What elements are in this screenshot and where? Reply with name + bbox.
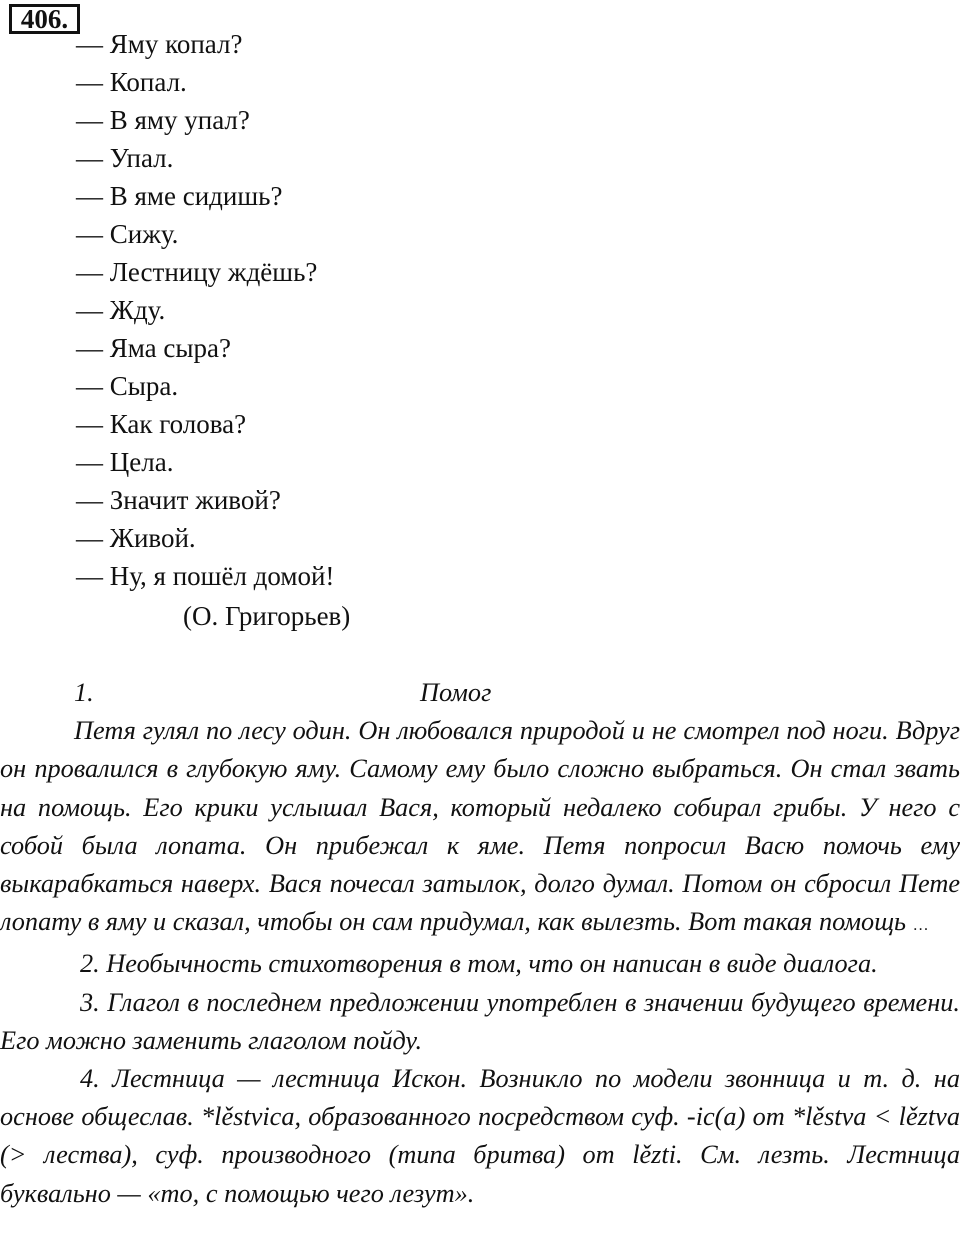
- story-text: Петя гулял по лесу один. Он любовался природой и не смотрел под ноги. Вдруг он провалился в глубокую яму. Самому ему было сложно выбраться. Он стал звать на помощь. Его крики услышал Вася, который недалеко собирал грибы. У него с собой была лопата. Он прибежал к яме. Петя попросил Васю помочь ему выкарабкаться наверх. Вася почесал затылок, долго думал. Потом он сбросил Пете лопату в яму и сказал, чтобы он сам придумал, как вылезть. Вот такая помощь: [0, 716, 960, 937]
- exercise-number-badge: 406.: [9, 4, 80, 34]
- poem-line: — Жду.: [76, 295, 166, 325]
- answer-item-3: 3. Глагол в последнем предложении употреблен в значении будущего времени. Его можно заменить глаголом пойду.: [0, 987, 960, 1055]
- poem-line: — Как голова?: [76, 409, 247, 439]
- story-heading: [0, 674, 960, 712]
- poem: [76, 25, 334, 595]
- poem-line: — Сижу.: [76, 219, 179, 249]
- poem-line: — В яме сидишь?: [76, 181, 283, 211]
- item-number: 1.: [74, 678, 94, 707]
- poem-line: — Значит живой?: [76, 485, 281, 515]
- poem-line: — Сыра.: [76, 371, 179, 401]
- poem-line: — Яма сыра?: [76, 333, 231, 363]
- poem-line: — Упал.: [76, 143, 174, 173]
- poem-line: — Копал.: [76, 67, 187, 97]
- story-ellipsis: …: [912, 917, 929, 935]
- poem-line: — Живой.: [76, 523, 196, 553]
- poem-line: — Ну, я пошёл домой!: [76, 561, 335, 591]
- answer-item-4: 4. Лестница — лестница Искон. Возникло по модели звонница и т. д. на основе общеслав. *lěstvica, образованного посредством суф. -ic(a) от *lěstva < lěztva (> лества), суф. производного (типа бритва) от lězti. См. лезть. Лестница буквально — «то, с помощью чего лезут».: [0, 1064, 960, 1208]
- poem-line: — Лестницу ждёшь?: [76, 257, 318, 287]
- poem-author: (О. Григорьев): [183, 601, 351, 631]
- answer-section: [0, 674, 960, 1213]
- answer-item-2: 2. Необычность стихотворения в том, что он написан в виде диалога.: [80, 949, 878, 979]
- story-title: Помог: [420, 678, 492, 707]
- story-paragraph: [0, 712, 960, 945]
- poem-line: — В яму упал?: [76, 105, 250, 135]
- poem-line: — Яму копал?: [76, 29, 243, 59]
- poem-line: — Цела.: [76, 447, 174, 477]
